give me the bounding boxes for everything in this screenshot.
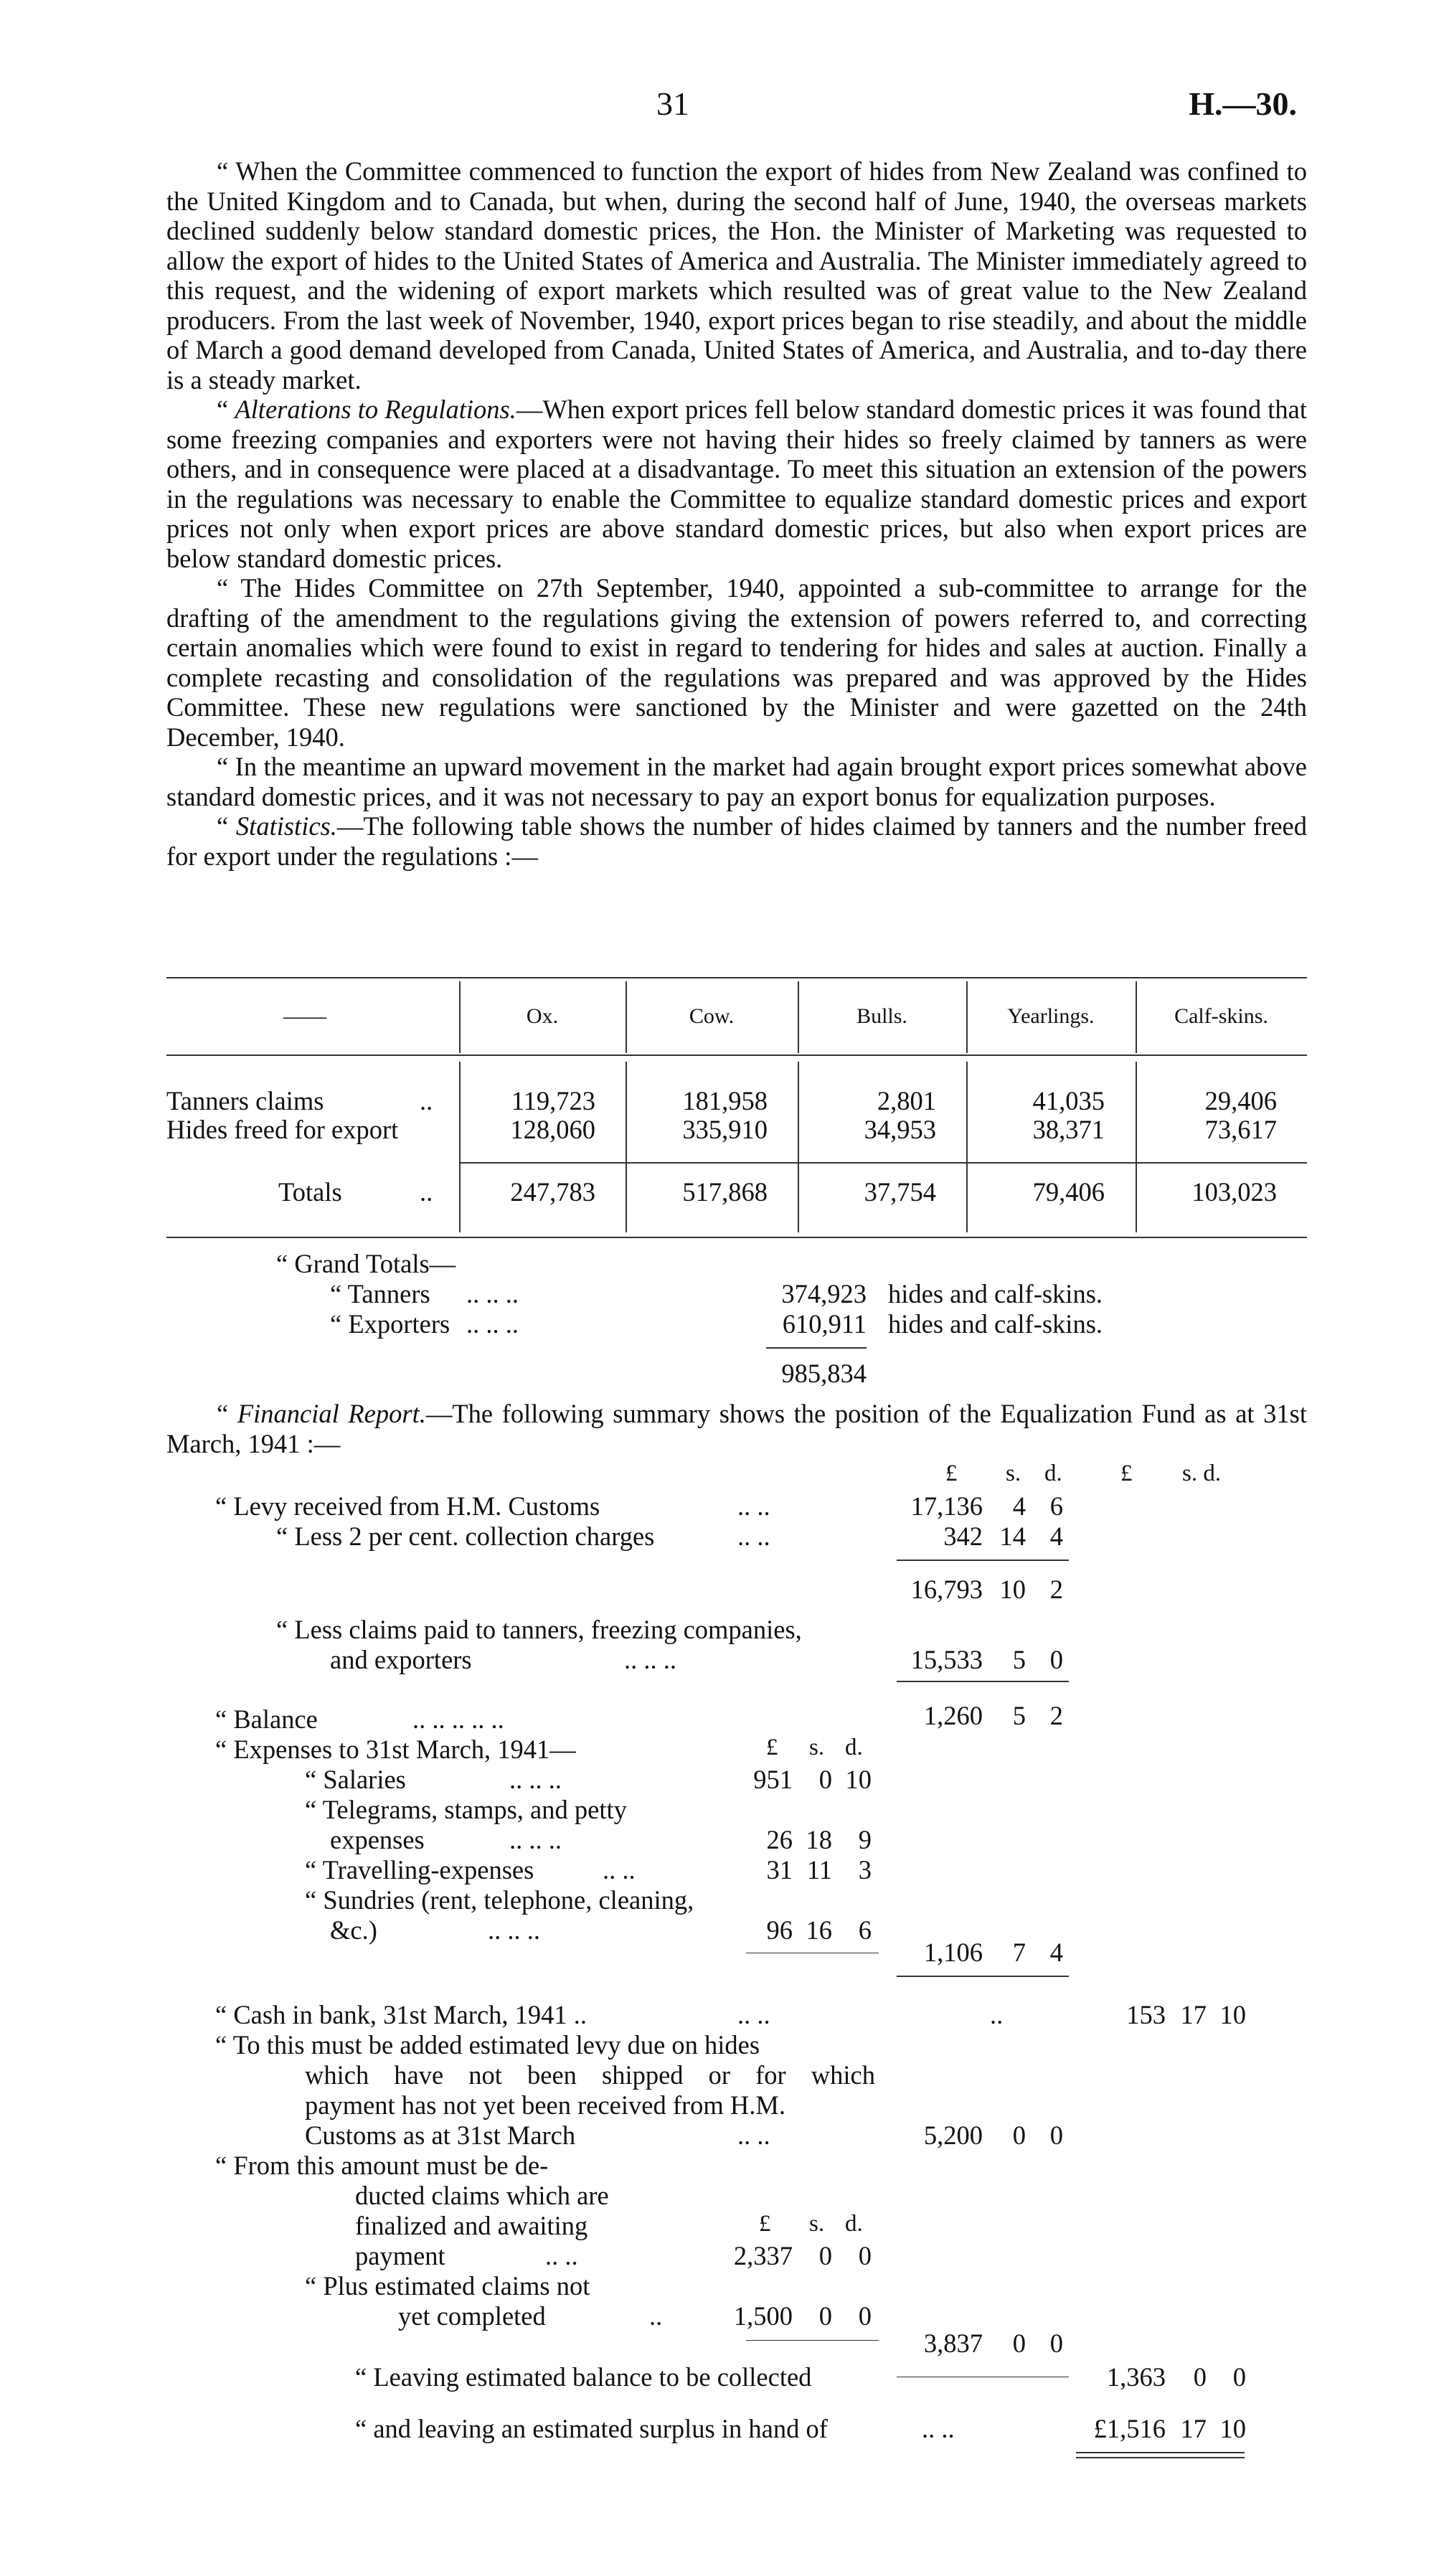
amount-pounds: 96 xyxy=(766,1915,793,1945)
amount-pounds: £1,516 xyxy=(1093,2414,1166,2443)
amount-pounds: 342 xyxy=(943,1521,983,1551)
amount-shillings: 0 xyxy=(1012,2120,1026,2150)
col-head: d. xyxy=(845,2211,863,2237)
table-cell: 128,060 xyxy=(510,1115,595,1144)
amount-shillings: 16 xyxy=(806,1915,832,1945)
leader-dots: .. .. .. xyxy=(624,1645,676,1674)
paragraph-export-markets: “ When the Committee commenced to function the export of hides from New Zealand was confined to the United Kingdom and to Canada, but when, during the second half of June, 1940, the overseas markets declined suddenly below standard domestic prices, the Hon. the Minister of Marketing was requested to allow the export of hides to the United States of America and Australia. The Minister immediately agreed to this request, and the widening of export markets which resulted was of great value to the New Zealand producers. From the last week of November, 1940, export prices began to rise steadily, and about the middle of March a good demand developed from Canada, United States of America, and Australia, and to-day there is a steady market. xyxy=(166,156,1307,395)
table-cell: 247,783 xyxy=(510,1177,595,1207)
leader-dots: .. .. xyxy=(737,2000,770,2029)
amount-pounds: 26 xyxy=(766,1825,793,1854)
amount-pounds: 31 xyxy=(766,1855,793,1884)
grand-totals-label: “ Exporters xyxy=(330,1309,450,1339)
table-cell: 37,754 xyxy=(864,1177,936,1207)
amount-shillings: 10 xyxy=(999,1575,1026,1604)
leader-dots: .. .. .. xyxy=(509,1765,562,1794)
double-rule xyxy=(1076,2457,1245,2458)
amount-pounds: 3,837 xyxy=(923,2329,983,2358)
table-cell: 2,801 xyxy=(877,1086,936,1115)
table-cell: 41,035 xyxy=(1032,1086,1105,1115)
amount-shillings: 7 xyxy=(1012,1938,1026,1967)
paragraph-subcommittee: “ The Hides Committee on 27th September, 1940, appointed a sub-committee to arrange for the drafting of the amendment to the regulations giving the extension of powers referred to, and correcting certain anomalies which were found to exist in regard to tendering for hides and sales at auction. Finally a complete recasting and consolidation of the regulations was prepared and was approved by the Hides Committee. These new regulations were sanctioned by the Minister and were gazetted on the 24th December, 1940. xyxy=(166,573,1307,752)
col-head: £ xyxy=(759,2211,771,2237)
line-balance: “ Balance xyxy=(215,1704,318,1734)
amount-shillings: 0 xyxy=(818,2241,832,2270)
page-number: 31 xyxy=(656,85,689,122)
leader-dots: .. .. xyxy=(737,1491,770,1521)
amount-shillings: 0 xyxy=(1012,2329,1026,2358)
col-divider xyxy=(626,1062,627,1232)
paragraph-upward-movement: “ In the meantime an upward movement in the market had again brought export prices somewhat above standard domestic prices, and it was not necessary to pay an export bonus for equalization purposes. xyxy=(166,752,1307,811)
table-top-rule xyxy=(166,977,1307,978)
col-head: d. xyxy=(1044,1461,1062,1486)
row-label-hides-freed: Hides freed for export xyxy=(166,1115,399,1144)
grand-totals-suffix: hides and calf-skins. xyxy=(888,1279,1103,1308)
amount-pence: 4 xyxy=(1049,1521,1063,1551)
column-header-cow: Cow. xyxy=(689,1004,735,1028)
line-less-claims: “ Less claims paid to tanners, freezing companies, xyxy=(276,1615,802,1644)
document-reference: H.—30. xyxy=(1189,85,1297,122)
leader-dots: .. .. xyxy=(737,2120,770,2150)
grand-totals-label: “ Tanners xyxy=(330,1279,430,1308)
line-less-claims-cont: and exporters xyxy=(330,1645,472,1674)
line-travelling: “ Travelling-expenses xyxy=(305,1855,534,1884)
amount-pence: 3 xyxy=(858,1855,872,1884)
column-header-calf-skins: Calf-skins. xyxy=(1174,1004,1268,1028)
amount-pence: 2 xyxy=(1049,1575,1063,1604)
amount-shillings: 0 xyxy=(818,1765,832,1794)
amount-pence: 6 xyxy=(858,1915,872,1945)
table-bottom-rule xyxy=(166,1237,1307,1238)
financial-intro-paragraph: “ Financial Report.—The following summary shows the position of the Equalization Fund as at 31st March, 1941 :— xyxy=(166,1399,1308,1458)
line-levy-due-cont: which have not been shipped or for which xyxy=(305,2060,875,2090)
col-head: £ xyxy=(766,1735,778,1760)
table-cell: 34,953 xyxy=(864,1115,936,1144)
amount-pounds: 1,260 xyxy=(923,1701,983,1730)
paragraph-statistics: “ Statistics.—The following table shows the number of hides claimed by tanners and the number freed for export under the regulations :— xyxy=(166,811,1307,871)
leader-dots: .. xyxy=(649,2301,663,2331)
amount-shillings: 0 xyxy=(1193,2362,1207,2392)
line-cash-in-bank: “ Cash in bank, 31st March, 1941 .. xyxy=(215,2000,587,2029)
leader-dots: .. .. .. xyxy=(466,1279,519,1308)
subtotal-rule xyxy=(897,1560,1069,1561)
amount-pence: 6 xyxy=(1049,1491,1063,1521)
col-divider xyxy=(459,1062,461,1232)
amount-pence: 10 xyxy=(845,1765,872,1794)
line-surplus: “ and leaving an estimated surplus in hand of xyxy=(355,2414,828,2443)
line-from-amount-cont: ducted claims which are xyxy=(355,2181,609,2210)
leader-dots: .. .. .. .. .. xyxy=(412,1704,504,1734)
leader-dots: .. .. xyxy=(603,1855,636,1884)
line-telegrams-cont: expenses xyxy=(330,1825,425,1854)
row-label-totals: Totals xyxy=(278,1177,342,1207)
subtotal-rule xyxy=(897,1976,1069,1977)
amount-shillings: 17 xyxy=(1180,2414,1207,2443)
amount-pence: 0 xyxy=(1232,2362,1246,2392)
line-leaving-balance: “ Leaving estimated balance to be collected xyxy=(355,2362,812,2392)
amount-pounds: 16,793 xyxy=(910,1575,983,1604)
table-cell: 79,406 xyxy=(1032,1177,1105,1207)
line-levy-due: “ To this must be added estimated levy due on hides xyxy=(215,2030,760,2060)
table-header-rule xyxy=(166,1055,1307,1056)
col-head: s. xyxy=(1006,1461,1021,1486)
grand-totals-suffix: hides and calf-skins. xyxy=(888,1309,1103,1339)
amount-pence: 9 xyxy=(858,1825,872,1854)
amount-pounds: 15,533 xyxy=(910,1645,983,1674)
financial-intro xyxy=(166,1399,1307,1458)
column-header-ox: Ox. xyxy=(526,1004,559,1028)
paragraph-alterations: “ Alterations to Regulations.—When export prices fell below standard domestic prices it was found that some freezing companies and exporters were not having their hides so freely claimed by tanners as were others, and in consequence were placed at a disadvantage. To meet this situation an extension of the powers in the regulations was necessary to enable the Committee to equalize standard domestic prices and export prices not only when export prices are above standard domestic prices, but also when export prices are below standard domestic prices. xyxy=(166,395,1308,573)
amount-pence: 0 xyxy=(1049,2329,1063,2358)
line-from-amount-cont: payment xyxy=(355,2241,445,2270)
table-cell: 103,023 xyxy=(1191,1177,1277,1207)
amount-pounds: 951 xyxy=(753,1765,793,1794)
amount-pence: 4 xyxy=(1049,1938,1063,1967)
leader-dots: .. .. xyxy=(737,1521,770,1551)
amount-pence: 0 xyxy=(858,2241,872,2270)
row-label-tanners-claims: Tanners claims xyxy=(166,1086,324,1115)
amount-pence: 0 xyxy=(1049,1645,1063,1674)
amount-shillings: 5 xyxy=(1012,1645,1026,1674)
row-leader: .. xyxy=(420,1177,433,1207)
amount-pounds: 2,337 xyxy=(733,2241,793,2270)
amount-pence: 10 xyxy=(1219,2000,1246,2029)
amount-pounds: 5,200 xyxy=(923,2120,983,2150)
line-plus-claims-cont: yet completed xyxy=(398,2301,546,2331)
amount-shillings: 17 xyxy=(1180,2000,1207,2029)
col-head: £ xyxy=(945,1461,958,1486)
col-divider xyxy=(798,1062,799,1232)
leader-dots: .. xyxy=(990,2000,1004,2029)
col-head: s. xyxy=(809,2211,825,2237)
leader-dots: .. .. xyxy=(922,2414,955,2443)
table-cell: 38,371 xyxy=(1032,1115,1105,1144)
grand-totals-value: 610,911 xyxy=(782,1309,867,1339)
amount-shillings: 5 xyxy=(1012,1701,1026,1730)
subtotal-rule xyxy=(746,2340,879,2341)
line-from-amount-cont: finalized and awaiting xyxy=(355,2211,588,2240)
line-telegrams: “ Telegrams, stamps, and petty xyxy=(305,1795,627,1824)
amount-shillings: 11 xyxy=(806,1855,832,1884)
table-cell: 517,868 xyxy=(682,1177,768,1207)
line-levy-due-cont: Customs as at 31st March xyxy=(305,2120,576,2150)
line-less-charges: “ Less 2 per cent. collection charges xyxy=(276,1521,655,1551)
line-sundries-cont: &c.) xyxy=(330,1915,377,1945)
amount-pounds: 1,106 xyxy=(923,1938,983,1967)
amount-pence: 2 xyxy=(1049,1701,1063,1730)
body-text xyxy=(166,156,1307,871)
amount-pence: 10 xyxy=(1219,2414,1246,2443)
amount-shillings: 4 xyxy=(1012,1491,1026,1521)
line-salaries: “ Salaries xyxy=(305,1765,406,1794)
column-header-bulls: Bulls. xyxy=(856,1004,907,1028)
amount-shillings: 14 xyxy=(999,1521,1026,1551)
amount-pounds: 153 xyxy=(1126,2000,1166,2029)
grand-totals-value: 374,923 xyxy=(781,1279,867,1308)
table-cell: 335,910 xyxy=(682,1115,768,1144)
table-cell: 119,723 xyxy=(511,1086,595,1115)
line-levy-due-cont: payment has not yet been received from H.M. xyxy=(305,2090,785,2120)
grand-totals-heading: “ Grand Totals— xyxy=(276,1249,456,1278)
line-from-amount: “ From this amount must be de- xyxy=(215,2151,549,2180)
col-head: s. xyxy=(809,1735,825,1760)
line-sundries: “ Sundries (rent, telephone, cleaning, xyxy=(305,1885,694,1915)
line-plus-claims: “ Plus estimated claims not xyxy=(305,2271,590,2301)
row-leader: .. xyxy=(420,1086,433,1115)
col-head: s. d. xyxy=(1182,1461,1222,1486)
amount-pounds: 1,363 xyxy=(1106,2362,1166,2392)
total-rule xyxy=(766,1347,867,1349)
col-head: £ xyxy=(1120,1461,1133,1486)
header-dash: —— xyxy=(283,1004,326,1028)
col-head: d. xyxy=(845,1735,863,1760)
amount-pence: 0 xyxy=(858,2301,872,2331)
amount-pence: 0 xyxy=(1049,2120,1063,2150)
table-cell: 29,406 xyxy=(1204,1086,1277,1115)
amount-shillings: 0 xyxy=(818,2301,832,2331)
table-totals-rule xyxy=(459,1162,1307,1164)
leader-dots: .. .. .. xyxy=(466,1309,519,1339)
line-expenses: “ Expenses to 31st March, 1941— xyxy=(215,1735,576,1764)
table-cell: 181,958 xyxy=(682,1086,768,1115)
leader-dots: .. .. .. xyxy=(488,1915,540,1945)
col-divider xyxy=(1136,1062,1137,1232)
leader-dots: .. .. xyxy=(545,2241,578,2270)
leader-dots: .. .. .. xyxy=(509,1825,562,1854)
col-divider xyxy=(966,1062,968,1232)
line-levy: “ Levy received from H.M. Customs xyxy=(215,1491,600,1521)
amount-pounds: 17,136 xyxy=(910,1491,983,1521)
column-header-yearlings: Yearlings. xyxy=(1007,1004,1095,1028)
double-rule xyxy=(1076,2452,1245,2453)
amount-shillings: 18 xyxy=(806,1825,832,1854)
subtotal-rule xyxy=(897,1681,1069,1682)
table-cell: 73,617 xyxy=(1204,1115,1277,1144)
amount-pounds: 1,500 xyxy=(733,2301,793,2331)
grand-totals-sum: 985,834 xyxy=(781,1359,867,1388)
